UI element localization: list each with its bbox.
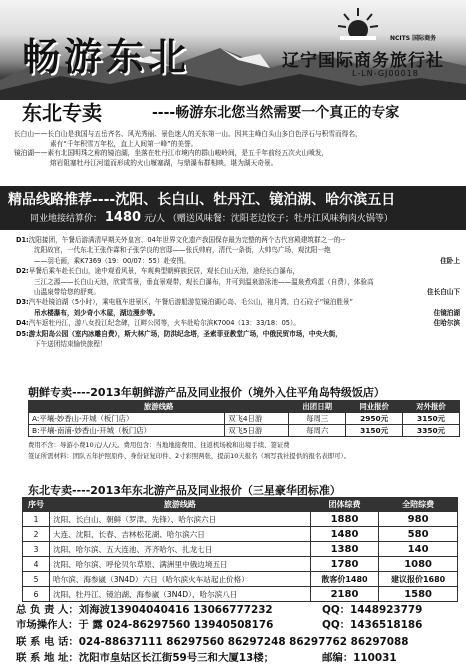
headline-title: 东北专卖: [22, 101, 102, 125]
itinerary-line: D4:汽车返牡丹江，游八女投江纪念碑，江畔公园等，火车赴哈尔滨K7004（13：33/18：05）。 住哈尔滨: [16, 319, 460, 328]
contact-operator: 市场操作人：于 露 024-86297560 13940508176: [16, 619, 274, 631]
column-header: 旅游线路: [50, 498, 311, 512]
logo-title: 畅游东北: [22, 34, 191, 79]
retail-price-cell: 3350元: [403, 425, 460, 437]
section-title-northeast: 东北专卖----2013年东北游产品及同业报价（三星豪华团标准）: [28, 484, 341, 497]
table-header-row: [29, 401, 460, 413]
route-note-cell: 双飞5日游: [225, 425, 289, 437]
itinerary: [16, 236, 460, 350]
table-header-row: [23, 498, 458, 512]
retail-price-cell: 140: [379, 542, 458, 557]
table-row: [23, 557, 458, 572]
retail-price-cell: 580: [379, 527, 458, 542]
note-line: 签证所需材料：团队五年护照原件、身份证复印件、2寸彩照两张，提前10天报名（填写我社提供的报名表即可）。: [28, 452, 351, 460]
itinerary-line: 沈阳故宫，一代东北王张作霖和子张学良的官邸——张氏帅府，清代一条街，大帅鸟广场，观沈阳一绝: [34, 246, 331, 255]
table-row: [23, 527, 458, 542]
route-note-cell: 双飞4日游: [225, 413, 289, 425]
price-value: 1480: [104, 210, 142, 225]
price-unit: 元/人: [143, 214, 165, 224]
notes: [28, 440, 460, 462]
table-row: [23, 572, 458, 587]
headline-subtitle: ----畅游东北您当然需要一个真正的专家: [152, 105, 400, 121]
route-cell: 沈阳、哈尔滨、五大连池、齐齐哈尔、扎龙七日: [50, 542, 311, 557]
row-number: 6: [23, 587, 50, 602]
row-number: 3: [23, 542, 50, 557]
route-cell: 沈阳、长白山、朝鲜（罗津、先锋）、哈尔滨六日: [50, 512, 311, 527]
intro-line: 长白山——长白山是我国与五岳齐名、风光秀丽、景色迷人的关东第一山。因其主峰白头山多白色浮石与积雪而得名，: [14, 130, 362, 138]
net-price-cell: 2180: [310, 587, 378, 602]
contact-manager-qq: QQ：1448923779: [322, 604, 423, 616]
price-label: 同业地接结算价：: [30, 214, 103, 224]
price-note: （赠送风味餐：沈阳老边饺子；牡丹江风味狗肉火锅等）: [167, 214, 393, 224]
product-price-line: [30, 210, 393, 225]
net-price-cell: 1380: [310, 542, 378, 557]
net-price-cell: 1880: [310, 512, 378, 527]
company-name: 辽宁国际商务旅行社: [282, 51, 444, 71]
route-cell: 沈阳、牡丹江、镜泊湖、海参崴（3N4D）、哈尔滨八日: [50, 587, 311, 602]
column-header: 出团日期: [289, 401, 346, 413]
sun-rays-icon: [336, 6, 392, 46]
retail-price-cell: 1580: [379, 587, 458, 602]
contact-operator-qq: QQ：1436518186: [322, 619, 423, 631]
table-row: [29, 413, 460, 425]
table-row: [29, 425, 460, 437]
intro-line: 素有“千年积雪万年松，直上人间第一峰”的美誉。: [50, 139, 198, 148]
table-row: [23, 512, 458, 527]
itinerary-line: D5:游太阳岛公园（室内冰雕自费），斯大林广场，防洪纪念塔，圣索菲亚教堂广场，中俄民贸市场，中央大街，: [16, 329, 342, 338]
column-header: 旅游线路: [29, 401, 289, 413]
header-banner: [0, 0, 466, 98]
retail-price-cell: 980: [379, 512, 458, 527]
row-number: 2: [23, 527, 50, 542]
row-number: 1: [23, 512, 50, 527]
intro-line: 镜泊湖——素有北国明珠之称的镜泊湖，坐落在牡丹江市境内的群山峻岭间，是五千年前经五次火山喷发，: [14, 149, 329, 158]
net-price-cell: 1780: [310, 557, 378, 572]
company-mark-text: NCITS 国际商务: [390, 35, 437, 42]
intro-line: 熔岩阻塞牡丹江河道而形成的火山堰塞湖，与鼎瀑布群相映，堪为湖天奇景。: [50, 158, 278, 167]
itinerary-line: D3:汽车赴镜泊湖（5小时），乘电瓶车进景区，午餐后游船游览镜泊湖心岛、毛公山，袍月湾，白石砬子“镜泊胜景”: [16, 298, 353, 307]
itinerary-line: 三江之源——长白山天池，欣赏雪景，垂直景观带，观长白瀑布，并可到温泉游泳池——温泉煮鸡蛋（自费），体验高: [34, 277, 374, 286]
product-title: 精品线路推荐----沈阳、长白山、牡丹江、镜泊湖、哈尔滨五日: [8, 192, 396, 208]
route-cell: 大连、沈阳、长春、吉林松花湖、哈尔滨六日: [50, 527, 311, 542]
retail-price-cell: 1080: [379, 557, 458, 572]
row-number: 4: [23, 557, 50, 572]
column-header: 团体综费: [310, 498, 378, 512]
itinerary-line: 山温泉带给您的舒爽。 住长白山下: [34, 288, 460, 297]
featured-product: [0, 186, 466, 230]
contact-postcode: 邮编：110031: [322, 652, 397, 664]
headline: [14, 96, 462, 125]
table-row: [23, 587, 458, 602]
license-number: L-LN-GJ00018: [352, 69, 419, 78]
date-cell: 每周六: [289, 425, 346, 437]
itinerary-line: 吊水楼瀑布，刘少奇小木屋，湖边漫步等。 住镜泊湖: [34, 308, 460, 317]
date-cell: 每周三: [289, 413, 346, 425]
net-price-cell: 散客价1480: [310, 572, 378, 587]
row-number: 5: [23, 572, 50, 587]
net-price-cell: 2950元: [346, 413, 403, 425]
route-cell: 沈阳、哈尔滨、呼伦贝尔草原、满洲里中俄边境五日: [50, 557, 311, 572]
column-header: 全陪综费: [379, 498, 458, 512]
itinerary-line: D1:沈阳接团，午餐后游满清早期关外皇宫、04年世界文化遗产我国保存最为完整的两个古代宫殿建筑群之一的--: [16, 236, 346, 244]
section-title-korea: 朝鲜专卖----2013年朝鲜游产品及同业报价（境外入住平角岛特级饭店）: [28, 386, 385, 399]
retail-price-cell: 3150元: [403, 413, 460, 425]
itinerary-line: D2:早餐后乘车赴长白山，途中观看风景，车观典型朝鲜族民居，观长白山天池，途经长白瀑布，: [16, 267, 300, 276]
retail-price-cell: 建议报价1680: [379, 572, 458, 587]
contact-manager: 总 负 责 人：刘海波13904040416 13066777232: [16, 604, 273, 616]
column-header: 序号: [23, 498, 50, 512]
intro-text: [14, 130, 458, 168]
northeast-price-table: [22, 497, 458, 602]
net-price-cell: 1480: [310, 527, 378, 542]
contact-phones: 联 系 电 话：024-88637111 86297560 86297248 86297762 86297088: [16, 636, 409, 648]
route-cell: B:平壤-南浦-妙香山-开城（板门店）: [29, 425, 225, 437]
route-cell: 哈尔滨、海参崴（3N4D）六日（哈尔滨火车站起止价格）: [50, 572, 311, 587]
note-line: 费用不含：导游小费10元/人/天。费用包含：当地地接费用、往返机场税和出境手续、签证费: [28, 441, 290, 449]
table-row: [23, 542, 458, 557]
column-header: 同业报价: [346, 401, 403, 413]
itinerary-line: 下午送团结束愉快旅程！: [34, 340, 107, 349]
net-price-cell: 3150元: [346, 425, 403, 437]
column-header: 对外报价: [403, 401, 460, 413]
route-cell: A:平壤-妙香山-开城（板门店）: [29, 413, 225, 425]
itinerary-line: ——羽毛画，乘K7369（19：00/07：55）赴安图。 住卧上: [34, 256, 460, 265]
contact-address: 联 系 地 址：沈阳市皇姑区长江街59号三和大厦13楼；: [16, 652, 274, 664]
korea-price-table: [28, 400, 460, 437]
